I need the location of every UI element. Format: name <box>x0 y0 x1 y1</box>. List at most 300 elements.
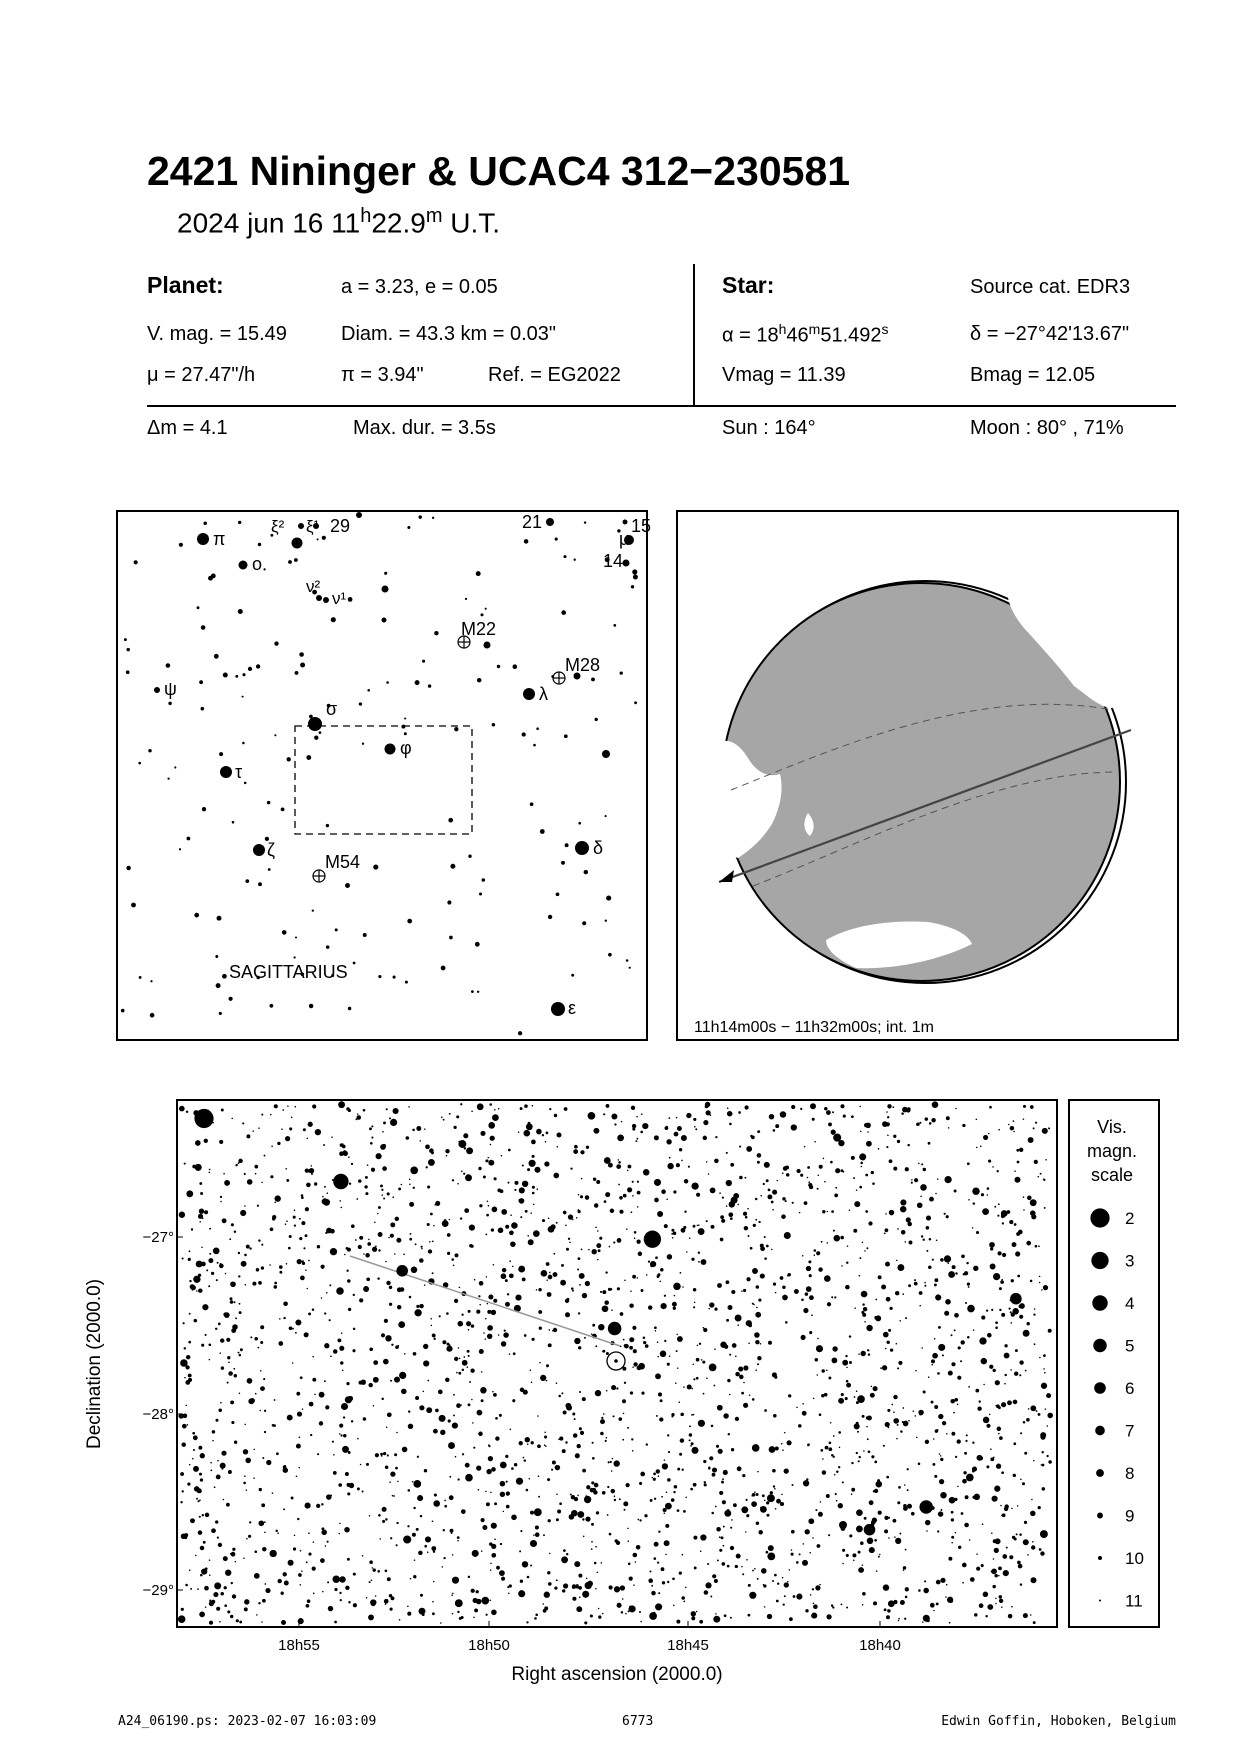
field-star <box>279 1265 283 1269</box>
field-star <box>259 1410 261 1412</box>
field-star <box>1039 1357 1041 1359</box>
field-star <box>478 1432 483 1437</box>
field-star <box>577 1269 579 1271</box>
field-star <box>838 1431 841 1434</box>
field-star <box>344 1254 346 1256</box>
field-star <box>259 1488 262 1491</box>
field-star <box>648 1305 652 1309</box>
background-star <box>242 673 245 676</box>
field-star <box>569 1514 575 1520</box>
field-star <box>792 1484 794 1486</box>
field-star <box>1008 1124 1010 1126</box>
field-star <box>274 1285 278 1289</box>
field-star <box>824 1181 826 1183</box>
field-star <box>278 1341 283 1346</box>
field-star <box>433 1429 438 1434</box>
background-star <box>201 707 205 711</box>
background-star <box>485 608 487 610</box>
star-declination: δ = −27°42'13.67" <box>970 323 1130 345</box>
field-star <box>674 1295 676 1297</box>
field-star <box>216 1474 221 1479</box>
field-star <box>261 1503 265 1507</box>
field-star <box>757 1130 760 1133</box>
planet-vmag: V. mag. = 15.49 <box>147 323 287 345</box>
field-star <box>1034 1343 1036 1345</box>
field-star <box>512 1399 515 1402</box>
field-star <box>431 1325 433 1327</box>
field-star <box>444 1500 446 1502</box>
field-star <box>842 1481 844 1483</box>
field-star <box>283 1572 287 1576</box>
field-star <box>623 1413 625 1415</box>
field-star <box>598 1249 601 1252</box>
field-star <box>1014 1223 1017 1226</box>
field-star <box>862 1604 864 1606</box>
field-star <box>254 1573 260 1579</box>
field-star <box>410 1233 412 1235</box>
field-star <box>803 1480 809 1486</box>
field-star <box>600 1432 604 1436</box>
field-star <box>815 1509 817 1511</box>
field-star <box>851 1156 855 1160</box>
field-star <box>563 1211 567 1215</box>
field-star <box>842 1563 844 1565</box>
field-star <box>1009 1220 1013 1224</box>
background-star <box>294 558 298 562</box>
field-star <box>270 1175 273 1178</box>
background-star <box>620 671 623 674</box>
field-star <box>291 1497 294 1500</box>
field-star <box>286 1179 289 1182</box>
field-star <box>690 1488 693 1491</box>
field-star <box>1030 1199 1037 1206</box>
field-star <box>339 1523 341 1525</box>
field-star <box>714 1579 718 1583</box>
background-star <box>482 878 486 882</box>
field-star <box>496 1566 500 1570</box>
field-star <box>221 1451 226 1456</box>
background-star <box>362 743 364 745</box>
background-star <box>126 648 129 651</box>
field-star <box>189 1464 191 1466</box>
field-star <box>672 1302 677 1307</box>
field-star <box>752 1268 758 1274</box>
field-star <box>1001 1210 1008 1217</box>
field-star <box>520 1580 523 1583</box>
field-star <box>184 1163 186 1165</box>
field-star <box>198 1274 201 1277</box>
field-star <box>184 1377 186 1379</box>
field-star <box>1032 1215 1035 1218</box>
footer-number: 6773 <box>622 1714 654 1729</box>
field-star <box>621 1611 623 1613</box>
field-star <box>319 1421 323 1425</box>
field-star <box>932 1259 934 1261</box>
field-star <box>378 1232 383 1237</box>
field-star <box>757 1153 762 1158</box>
field-star <box>997 1170 999 1172</box>
field-star <box>456 1115 459 1118</box>
field-star <box>490 1569 492 1571</box>
field-star <box>382 1507 387 1512</box>
field-star <box>433 1338 435 1340</box>
field-star <box>383 1452 386 1455</box>
field-star <box>955 1456 957 1458</box>
field-star <box>308 1260 310 1262</box>
field-star <box>274 1399 276 1401</box>
field-star <box>1013 1400 1018 1405</box>
field-star <box>1027 1322 1030 1325</box>
field-star <box>269 1264 271 1266</box>
field-star <box>951 1334 953 1336</box>
field-star <box>275 1530 277 1532</box>
field-star <box>202 1514 204 1516</box>
field-star <box>393 1108 399 1114</box>
field-star <box>671 1498 675 1502</box>
field-star <box>442 1340 446 1344</box>
field-star <box>895 1291 899 1295</box>
field-star <box>833 1230 835 1232</box>
field-star <box>185 1380 190 1385</box>
field-star <box>313 1593 315 1595</box>
field-star <box>885 1422 890 1427</box>
field-star <box>1046 1393 1051 1398</box>
field-star <box>264 1431 266 1433</box>
field-star <box>325 1405 329 1409</box>
field-star <box>967 1162 970 1165</box>
field-star <box>262 1547 267 1552</box>
field-star <box>701 1259 707 1265</box>
field-star <box>235 1317 237 1319</box>
field-star <box>546 1380 548 1382</box>
field-star <box>913 1410 915 1412</box>
field-star <box>223 1312 227 1316</box>
field-star <box>308 1312 311 1315</box>
field-star <box>444 1222 448 1226</box>
field-star <box>849 1361 852 1364</box>
field-star <box>531 1338 534 1341</box>
legend-label: 7 <box>1125 1421 1135 1441</box>
background-star <box>574 559 576 561</box>
field-star <box>524 1334 527 1337</box>
field-star <box>461 1509 466 1514</box>
field-star <box>879 1554 881 1556</box>
field-star <box>717 1559 719 1561</box>
field-star <box>524 1104 528 1108</box>
field-star <box>1040 1551 1044 1555</box>
field-star <box>536 1289 538 1291</box>
field-star <box>427 1380 429 1382</box>
field-star <box>285 1136 290 1141</box>
field-star <box>967 1282 970 1285</box>
field-star <box>809 1274 812 1277</box>
field-star <box>395 1467 398 1470</box>
field-star <box>213 1592 218 1597</box>
legend-dot <box>1098 1556 1102 1560</box>
field-star <box>760 1343 762 1345</box>
field-star <box>324 1186 326 1188</box>
field-star <box>893 1395 897 1399</box>
field-star <box>342 1143 344 1145</box>
field-star <box>703 1460 706 1463</box>
field-star <box>339 1200 341 1202</box>
field-star <box>312 1378 316 1382</box>
field-star <box>772 1209 774 1211</box>
field-star <box>265 1588 270 1593</box>
field-star <box>896 1260 898 1262</box>
field-star <box>749 1592 756 1599</box>
field-star <box>884 1529 888 1533</box>
field-star <box>791 1530 795 1534</box>
field-star <box>427 1185 430 1188</box>
background-star <box>447 900 451 904</box>
field-star <box>273 1424 276 1427</box>
field-star <box>212 1430 215 1433</box>
field-star <box>314 1182 317 1185</box>
field-star <box>861 1311 864 1314</box>
field-star <box>735 1565 738 1568</box>
field-star <box>897 1424 899 1426</box>
field-star <box>297 1518 299 1520</box>
field-star <box>507 1293 509 1295</box>
field-star <box>224 1604 227 1607</box>
field-star <box>463 1133 468 1138</box>
field-star <box>1001 1402 1006 1407</box>
field-star <box>406 1136 410 1140</box>
field-star <box>281 1592 284 1595</box>
background-star <box>228 997 232 1001</box>
field-star <box>249 1247 251 1249</box>
background-star <box>319 731 322 734</box>
field-star <box>503 1511 505 1513</box>
field-star <box>572 1597 576 1601</box>
legend-label: 2 <box>1125 1209 1135 1228</box>
field-star <box>464 1208 469 1213</box>
field-star <box>785 1321 788 1324</box>
field-star <box>181 1442 185 1446</box>
legend-dot <box>1096 1469 1104 1477</box>
field-star <box>544 1161 549 1166</box>
field-star <box>712 1574 716 1578</box>
field-star <box>1020 1583 1022 1585</box>
field-star <box>515 1295 521 1301</box>
field-star <box>900 1600 905 1605</box>
field-star <box>1032 1541 1034 1543</box>
field-star <box>495 1436 499 1440</box>
field-star <box>553 1272 558 1277</box>
field-star <box>240 1210 246 1216</box>
field-star <box>931 1359 935 1363</box>
background-star <box>263 568 265 570</box>
field-star <box>973 1202 975 1204</box>
field-star <box>764 1606 766 1608</box>
background-star <box>434 631 438 635</box>
field-star <box>682 1469 684 1471</box>
field-star <box>595 1588 597 1590</box>
field-star <box>543 1603 545 1605</box>
field-star <box>700 1534 706 1540</box>
field-star <box>369 1127 372 1130</box>
field-star <box>898 1618 900 1620</box>
field-star <box>260 1341 263 1344</box>
field-star <box>390 1471 395 1476</box>
field-star <box>205 1606 207 1608</box>
field-star <box>991 1532 993 1534</box>
y-tick-label: −27° <box>142 1229 174 1246</box>
field-star <box>907 1489 909 1491</box>
background-star <box>513 664 518 669</box>
field-star <box>612 1458 614 1460</box>
field-star <box>639 1611 641 1613</box>
field-star <box>1045 1408 1047 1410</box>
field-star <box>396 1522 398 1524</box>
field-star <box>604 1200 607 1203</box>
field-star <box>920 1184 927 1191</box>
field-star <box>353 1603 357 1607</box>
field-star <box>623 1339 625 1341</box>
field-star <box>1023 1209 1025 1211</box>
field-star <box>524 1459 526 1461</box>
field-star <box>274 1282 277 1285</box>
field-star <box>347 1483 351 1487</box>
field-star <box>530 1565 532 1567</box>
field-star <box>840 1236 844 1240</box>
field-star <box>494 1539 496 1541</box>
field-star <box>580 1195 583 1198</box>
field-star <box>677 1336 683 1342</box>
field-star <box>771 1249 773 1251</box>
field-star <box>1011 1279 1014 1282</box>
field-star <box>500 1462 507 1469</box>
field-star <box>715 1613 717 1615</box>
field-star <box>571 1287 574 1290</box>
field-star <box>872 1182 875 1185</box>
field-star <box>987 1333 992 1338</box>
field-star <box>958 1346 961 1349</box>
field-star <box>228 1361 230 1363</box>
field-star <box>745 1216 748 1219</box>
field-star <box>755 1340 759 1344</box>
field-star <box>542 1134 544 1136</box>
field-star <box>1040 1530 1048 1538</box>
event-datetime: 2024 jun 16 11$^h$22.9$^m$ U.T. <box>177 205 501 239</box>
field-star <box>884 1608 887 1611</box>
field-star <box>752 1444 760 1452</box>
field-star <box>258 1602 260 1604</box>
field-star <box>205 1567 208 1570</box>
field-star <box>595 1345 597 1347</box>
field-star <box>339 1576 346 1583</box>
field-star <box>756 1522 760 1526</box>
label-29: 29 <box>330 516 351 536</box>
field-star <box>602 1613 604 1615</box>
field-star <box>239 1354 242 1357</box>
field-star <box>209 1228 211 1230</box>
field-star <box>552 1461 556 1465</box>
field-star <box>632 1124 636 1128</box>
field-star <box>631 1106 635 1110</box>
field-star <box>871 1455 874 1458</box>
field-star <box>369 1581 371 1583</box>
field-star <box>184 1347 186 1349</box>
field-star <box>966 1262 968 1264</box>
field-star <box>321 1503 323 1505</box>
field-star <box>562 1449 566 1453</box>
field-star <box>232 1548 235 1551</box>
field-star <box>612 1415 614 1417</box>
field-star <box>787 1440 792 1445</box>
field-star <box>673 1605 675 1607</box>
field-star <box>1013 1474 1016 1477</box>
field-star <box>873 1386 878 1391</box>
field-star <box>925 1117 928 1120</box>
field-star <box>883 1584 889 1590</box>
field-star <box>745 1531 747 1533</box>
field-star <box>536 1129 542 1135</box>
field-star <box>234 1374 238 1378</box>
field-star <box>428 1249 432 1253</box>
field-star <box>553 1328 557 1332</box>
field-star <box>302 1408 304 1410</box>
field-star <box>264 1583 266 1585</box>
field-star <box>668 1451 670 1453</box>
field-star <box>972 1187 979 1194</box>
field-star <box>1012 1242 1017 1247</box>
field-star <box>860 1351 865 1356</box>
field-star <box>862 1415 865 1418</box>
field-star <box>766 1501 769 1504</box>
field-star <box>507 1586 509 1588</box>
field-star <box>233 1368 235 1370</box>
field-star <box>737 1204 739 1206</box>
field-star <box>633 1349 637 1353</box>
field-star <box>419 1258 424 1263</box>
field-star <box>842 1360 848 1366</box>
field-star <box>385 1569 388 1572</box>
field-star <box>922 1238 924 1240</box>
field-star <box>711 1512 714 1515</box>
field-star <box>1009 1555 1013 1559</box>
field-star <box>827 1211 829 1213</box>
field-star <box>491 1228 494 1231</box>
field-star <box>836 1471 838 1473</box>
field-star <box>885 1228 889 1232</box>
field-star <box>985 1615 987 1617</box>
background-star <box>432 517 434 519</box>
field-star <box>809 1552 811 1554</box>
field-star <box>506 1481 508 1483</box>
field-star <box>887 1116 889 1118</box>
background-star <box>524 539 529 544</box>
field-star <box>474 1608 478 1612</box>
field-star <box>694 1126 696 1128</box>
field-star <box>878 1556 880 1558</box>
field-star <box>650 1261 656 1267</box>
field-star <box>915 1370 917 1372</box>
field-star <box>907 1468 909 1470</box>
field-star <box>814 1254 816 1256</box>
field-star <box>1031 1499 1033 1501</box>
field-star <box>201 1344 204 1347</box>
field-star <box>826 1494 830 1498</box>
legend-title-line: scale <box>1090 1165 1134 1185</box>
field-star <box>860 1162 863 1165</box>
field-star <box>658 1392 662 1396</box>
field-star <box>944 1311 949 1316</box>
field-star <box>940 1258 944 1262</box>
field-star <box>461 1616 464 1619</box>
background-star <box>335 928 338 931</box>
